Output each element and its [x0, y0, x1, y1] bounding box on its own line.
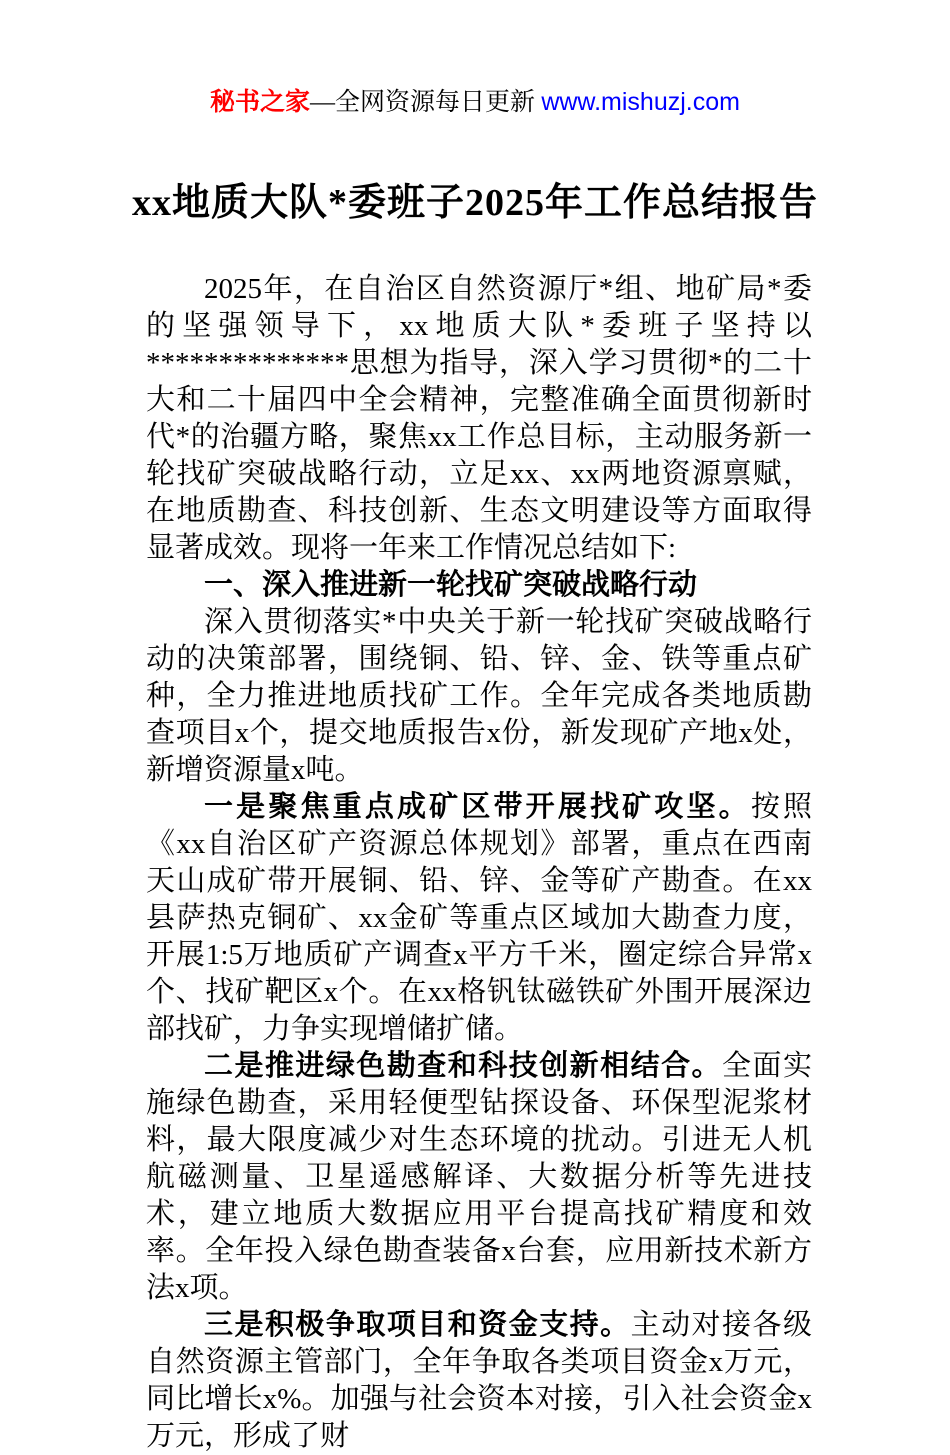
paragraph-lead: 二是推进绿色勘查和科技创新相结合。 — [204, 1050, 723, 1082]
paragraph: 二是推进绿色勘查和科技创新相结合。全面实施绿色勘查，采用轻便型钻探设备、环保型泥浆材料，最大限度减少对生态环境的扰动。引进无人机航磁测量、卫星遥感解译、大数据分析等先进技术，建立地质大数据应用平台提高找矿精度和效率。全年投入绿色勘查装备x台套，应用新技术新方法x项。 — [146, 1050, 812, 1304]
site-brand: 秘书之家 — [210, 88, 311, 116]
paragraph-lead: 一是聚焦重点成矿区带开展找矿攻坚。 — [204, 791, 751, 823]
site-tagline: —全网资源每日更新 — [310, 89, 542, 116]
site-header — [0, 0, 950, 119]
site-url-link[interactable]: www.mishuzj.com — [541, 88, 740, 116]
paragraph: 一是聚焦重点成矿区带开展找矿攻坚。按照《xx自治区矿产资源总体规划》部署，重点在西南天山成矿带开展铜、铅、锌、金等矿产勘查。在xx县萨热克铜矿、xx金矿等重点区域加大勘查力度，开展1:5万地质矿产调查x平方千米，圈定综合异常x个、找矿靶区x个。在xx格钒钛磁铁矿外围开展深边部找矿，力争实现增储扩储。 — [146, 791, 812, 1045]
paragraph: 2025年，在自治区自然资源厅*组、地矿局*委的坚强领导下，xx地质大队*委班子坚持以**************思想为指导，深入学习贯彻*的二十大和二十届四中全会精神，完整准确全面贯彻新时代*的治疆方略，聚焦xx工作总目标，主动服务新一轮找矿突破战略行动，立足xx、xx两地资源禀赋，在地质勘查、科技创新、生态文明建设等方面取得显著成效。现将一年来工作情况总结如下: — [146, 273, 812, 564]
paragraph: 三是积极争取项目和资金支持。主动对接各级自然资源主管部门，全年争取各类项目资金x万元，同比增长x%。加强与社会资本对接，引入社会资金x万元，形成了财 — [146, 1309, 812, 1452]
paragraph-lead: 三是积极争取项目和资金支持。 — [204, 1309, 631, 1341]
document-title: xx地质大队*委班子2025年工作总结报告 — [131, 182, 818, 224]
section-heading: 一、深入推进新一轮找矿突破战略行动 — [204, 569, 698, 601]
document-body — [146, 271, 812, 1455]
paragraph: 深入贯彻落实*中央关于新一轮找矿突破战略行动的决策部署，围绕铜、铅、锌、金、铁等重点矿种，全力推进地质找矿工作。全年完成各类地质勘查项目x个，提交地质报告x份，新发现矿产地x处，新增资源量x吨。 — [146, 606, 812, 786]
